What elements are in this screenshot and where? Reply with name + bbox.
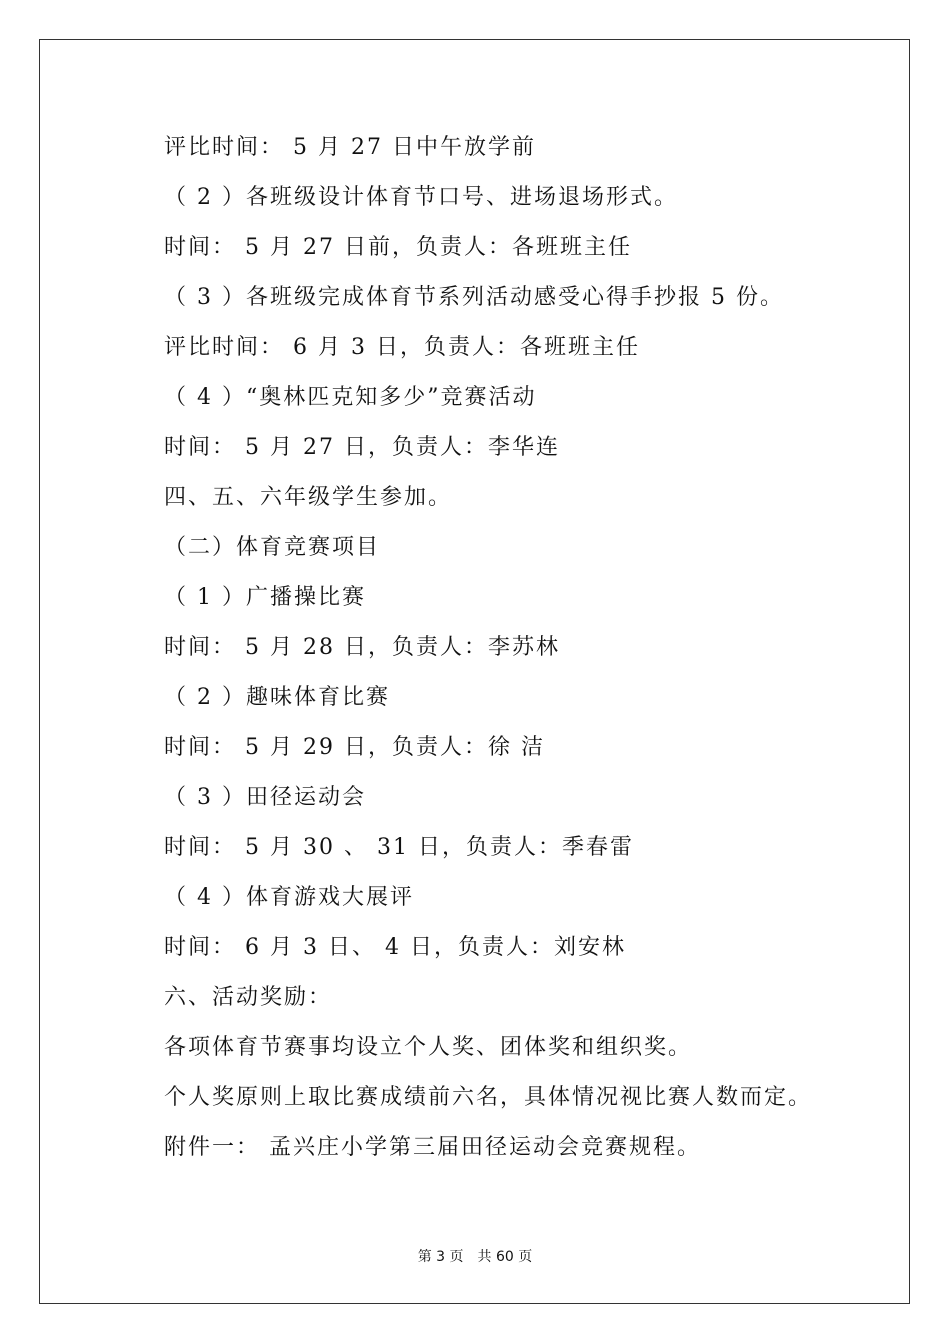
text-line: （ 4 ）体育游戏大展评 [164, 885, 414, 910]
text-line: 时间： 5 月 27 日，负责人：李华连 [164, 435, 560, 460]
page-number: 第 3 页 共 60 页 [417, 1249, 533, 1265]
section-heading: 六、活动奖励： [164, 985, 333, 1010]
text-line: 个人奖原则上取比赛成绩前六名，具体情况视比赛人数而定。 [164, 1085, 813, 1110]
text-line: 评比时间： 5 月 27 日中午放学前 [164, 135, 536, 160]
text-line: 时间： 6 月 3 日、 4 日，负责人：刘安林 [164, 935, 626, 960]
text-line: 时间： 5 月 27 日前，负责人：各班班主任 [164, 235, 632, 260]
text-line: （ 2 ）各班级设计体育节口号、进场退场形式。 [164, 185, 678, 210]
text-line: 评比时间： 6 月 3 日，负责人：各班班主任 [164, 335, 640, 360]
text-line: （ 2 ）趣味体育比赛 [164, 685, 390, 710]
text-line: （ 4 ）“奥林匹克知多少”竞赛活动 [164, 385, 537, 410]
text-line: （ 1 ）广播操比赛 [164, 585, 366, 610]
text-line: 附件一： 孟兴庄小学第三届田径运动会竞赛规程。 [164, 1135, 701, 1160]
text-line: 四、五、六年级学生参加。 [164, 485, 453, 510]
text-line: （ 3 ）田径运动会 [164, 785, 366, 810]
text-line: 各项体育节赛事均设立个人奖、团体奖和组织奖。 [164, 1035, 693, 1060]
section-heading: （二）体育竞赛项目 [164, 535, 381, 560]
text-line: 时间： 5 月 29 日，负责人：徐 洁 [164, 735, 545, 760]
text-line: 时间： 5 月 30 、 31 日，负责人：季春雷 [164, 835, 634, 860]
document-body [164, 128, 864, 1178]
text-line: 时间： 5 月 28 日，负责人：李苏林 [164, 635, 560, 660]
text-line: （ 3 ）各班级完成体育节系列活动感受心得手抄报 5 份。 [164, 285, 784, 310]
